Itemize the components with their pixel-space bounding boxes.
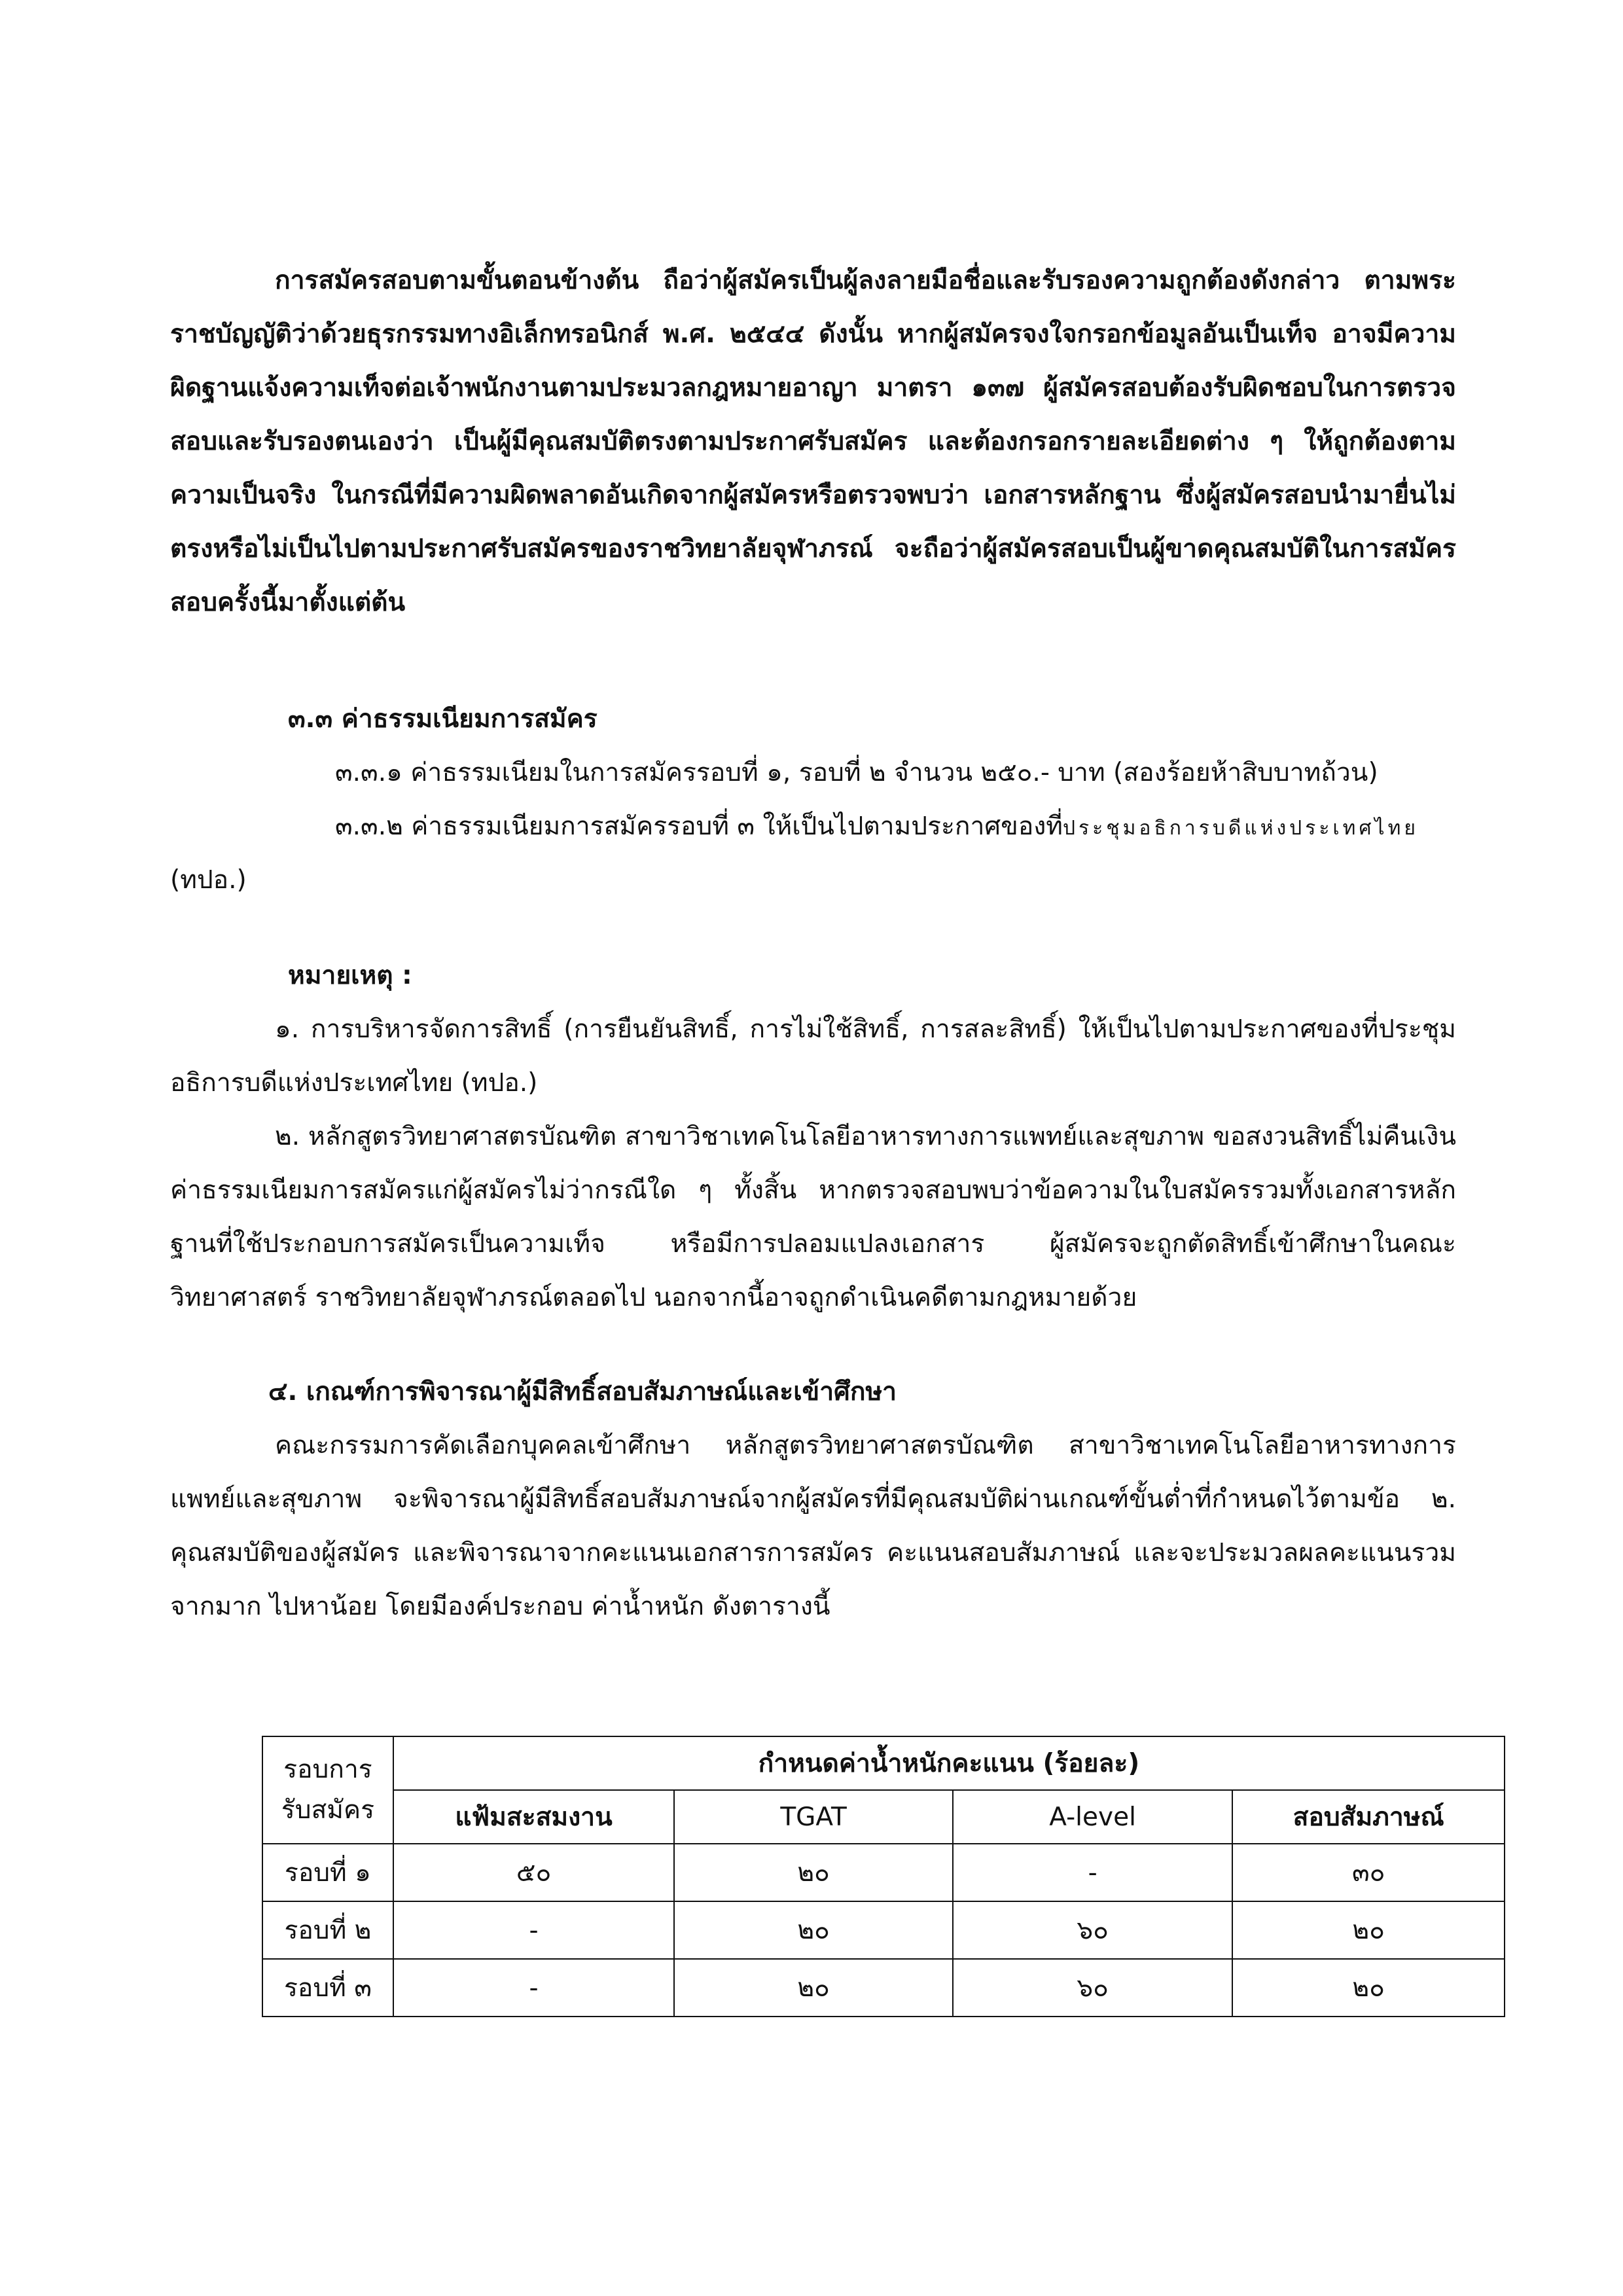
value-cell: ๒๐ — [1232, 1959, 1505, 2017]
value-cell: ๓๐ — [1232, 1844, 1505, 1901]
value-cell: ๖๐ — [953, 1959, 1233, 2017]
weight-table — [262, 1736, 1505, 2017]
fee-item-2-main: ๓.๓.๒ ค่าธรรมเนียมการสมัครรอบที่ ๓ ให้เป็นไปตามประกาศของที่ — [335, 812, 1063, 841]
value-cell: ๒๐ — [674, 1901, 953, 1959]
notes-heading: หมายเหตุ : — [288, 961, 412, 990]
column-header-portfolio: แฟ้มสะสมงาน — [393, 1790, 675, 1844]
value-cell: ๒๐ — [1232, 1901, 1505, 1959]
value-cell: ๖๐ — [953, 1901, 1233, 1959]
round-cell: รอบที่ ๓ — [262, 1959, 393, 2017]
table-row — [262, 1844, 1505, 1901]
fee-item-2 — [335, 800, 1419, 855]
section-heading-criteria: ๔. เกณฑ์การพิจารณาผู้มีสิทธิ์สอบสัมภาษณ์และเข้าศึกษา — [268, 1377, 897, 1407]
value-cell: - — [953, 1844, 1233, 1901]
round-header-line1: รอบการ — [283, 1755, 372, 1784]
paragraph-registration-certification: การสมัครสอบตามขั้นตอนข้างต้น ถือว่าผู้สมัครเป็นผู้ลงลายมือชื่อและรับรองความถูกต้องดังกล่าว ตามพระราชบัญญัติว่าด้วยธุรกรรมทางอิเล็กทรอนิกส์ พ.ศ. ๒๕๔๔ ดังนั้น หากผู้สมัครจงใจกรอกข้อมูลอันเป็นเท็จ อาจมีความผิดฐานแจ้งความเท็จต่อเจ้าพนักงานตามประมวลกฎหมายอาญา มาตรา ๑๓๗ ผู้สมัครสอบต้องรับผิดชอบในการตรวจสอบและรับรองตนเองว่า เป็นผู้มีคุณสมบัติตรงตามประกาศรับสมัคร และต้องกรอกรายละเอียดต่าง ๆ ให้ถูกต้องตามความเป็นจริง ในกรณีที่มีความผิดพลาดอันเกิดจากผู้สมัครหรือตรวจพบว่า เอกสารหลักฐาน ซึ่งผู้สมัครสอบนำมายื่นไม่ตรงหรือไม่เป็นไปตามประกาศรับสมัครของราชวิทยาลัยจุฬาภรณ์ จะถือว่าผู้สมัครสอบเป็นผู้ขาดคุณสมบัติในการสมัครสอบครั้งนี้มาตั้งแต่ต้น — [170, 266, 1456, 617]
value-cell: ๒๐ — [674, 1844, 953, 1901]
table-row — [262, 1901, 1505, 1959]
round-header-line2: รับสมัคร — [281, 1795, 375, 1825]
section-heading-fees: ๓.๓ ค่าธรรมเนียมการสมัคร — [288, 704, 597, 734]
round-cell: รอบที่ ๑ — [262, 1844, 393, 1901]
fee-item-1: ๓.๓.๑ ค่าธรรมเนียมในการสมัครรอบที่ ๑, รอบที่ ๒ จำนวน ๒๕๐.- บาท (สองร้อยห้าสิบบาทถ้วน) — [335, 758, 1378, 787]
column-header-alevel: A-level — [953, 1790, 1233, 1844]
column-header-tgat: TGAT — [674, 1790, 953, 1844]
note-1: ๑. การบริหารจัดการสิทธิ์ (การยืนยันสิทธิ์, การไม่ใช้สิทธิ์, การสละสิทธิ์) ให้เป็นไปตามประกาศของที่ประชุมอธิการบดีแห่งประเทศไทย (ทปอ.) — [170, 1014, 1456, 1098]
fee-item-2-org: ประชุมอธิการบดีแห่งประเทศไทย — [1063, 817, 1419, 840]
criteria-paragraph: คณะกรรมการคัดเลือกบุคคลเข้าศึกษา หลักสูตรวิทยาศาสตรบัณฑิต สาขาวิชาเทคโนโลยีอาหารทางการแพทย์และสุขภาพ จะพิจารณาผู้มีสิทธิ์สอบสัมภาษณ์จากผู้สมัครที่มีคุณสมบัติผ่านเกณฑ์ขั้นต่ำที่กำหนดไว้ตามข้อ ๒. คุณสมบัติของผู้สมัคร และพิจารณาจากคะแนนเอกสารการสมัคร คะแนนสอบสัมภาษณ์ และจะประมวลผลคะแนนรวมจากมาก ไปหาน้อย โดยมีองค์ประกอบ ค่าน้ำหนัก ดังตารางนี้ — [170, 1431, 1456, 1621]
column-header-interview: สอบสัมภาษณ์ — [1232, 1790, 1505, 1844]
value-cell: - — [393, 1959, 675, 2017]
fee-item-2-continuation: (ทปอ.) — [170, 865, 247, 895]
round-cell: รอบที่ ๒ — [262, 1901, 393, 1959]
value-cell: ๕๐ — [393, 1844, 675, 1901]
table-row — [262, 1959, 1505, 2017]
value-cell: ๒๐ — [674, 1959, 953, 2017]
value-cell: - — [393, 1901, 675, 1959]
weight-group-header: กำหนดค่าน้ำหนักคะแนน (ร้อยละ) — [393, 1736, 1505, 1790]
note-2: ๒. หลักสูตรวิทยาศาสตรบัณฑิต สาขาวิชาเทคโนโลยีอาหารทางการแพทย์และสุขภาพ ขอสงวนสิทธิ์ไม่คืนเงินค่าธรรมเนียมการสมัครแก่ผู้สมัครไม่ว่ากรณีใด ๆ ทั้งสิ้น หากตรวจสอบพบว่าข้อความในใบสมัครรวมทั้งเอกสารหลักฐานที่ใช้ประกอบการสมัครเป็นความเท็จ หรือมีการปลอมแปลงเอกสาร ผู้สมัครจะถูกตัดสิทธิ์เข้าศึกษาในคณะวิทยาศาสตร์ ราชวิทยาลัยจุฬาภรณ์ตลอดไป นอกจากนี้อาจถูกดำเนินคดีตามกฎหมายด้วย — [170, 1122, 1456, 1312]
round-header — [262, 1736, 393, 1844]
